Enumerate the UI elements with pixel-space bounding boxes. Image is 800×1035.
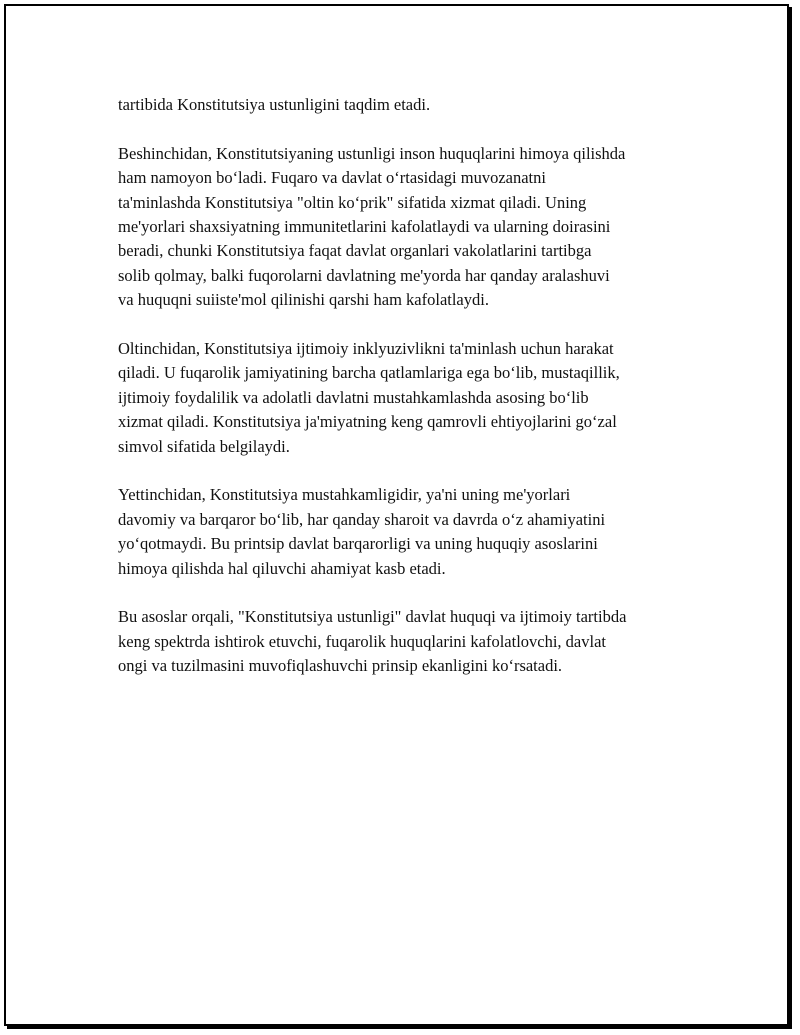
text-line: tartibida Konstitutsiya ustunligini taqdim etadi. [118, 95, 431, 114]
paragraph-fifth [118, 142, 693, 313]
text-line: Bu asoslar orqali, "Konstitutsiya ustunligi" davlat huquqi va ijtimoiy tartibda [118, 607, 627, 627]
text-line: ta'minlashda Konstitutsiya "oltin ko‘prik" sifatida xizmat qiladi. Uning [118, 192, 587, 212]
text-line: solib qolmay, balki fuqorolarni davlatning me'yorda har qanday aralashuvi [118, 265, 610, 285]
text-line: simvol sifatida belgilaydi. [118, 436, 290, 456]
paragraph-conclusion [118, 605, 693, 678]
text-line: himoya qilishda hal qiluvchi ahamiyat kasb etadi. [118, 558, 446, 578]
paragraph-sixth [118, 337, 693, 459]
text-line: va huquqni suiiste'mol qilinishi qarshi ham kafolatlaydi. [118, 290, 489, 310]
text-line: me'yorlari shaxsiyatning immunitetlarini kafolatlaydi va ularning doirasini [118, 217, 611, 237]
text-line: ijtimoiy foydalilik va adolatli davlatni mustahkamlashda asosing bo‘lib [118, 387, 589, 407]
text-line: davomiy va barqaror bo‘lib, har qanday sharoit va davrda o‘z ahamiyatini [118, 509, 606, 529]
text-line: Yettinchidan, Konstitutsiya mustahkamligidir, ya'ni uning me'yorlari [118, 485, 571, 505]
text-line: ongi va tuzilmasini muvofiqlashuvchi prinsip ekanligini ko‘rsatadi. [118, 656, 563, 676]
text-line: yo‘qotmaydi. Bu printsip davlat barqarorligi va uning huquqiy asoslarini [118, 534, 598, 554]
text-line: xizmat qiladi. Konstitutsiya ja'miyatning keng qamrovli ehtiyojlarini go‘zal [118, 412, 617, 432]
document-body [118, 93, 693, 703]
text-line: ham namoyon bo‘ladi. Fuqaro va davlat o‘rtasidagi muvozanatni [118, 168, 546, 188]
text-line: keng spektrda ishtirok etuvchi, fuqarolik huquqlarini kafolatlovchi, davlat [118, 631, 606, 651]
paragraph-continuation [118, 93, 693, 117]
text-line: qiladi. U fuqarolik jamiyatining barcha qatlamlariga ega bo‘lib, mustaqillik, [118, 363, 620, 383]
text-line: Oltinchidan, Konstitutsiya ijtimoiy inklyuzivlikni ta'minlash uchun harakat [118, 339, 614, 359]
paragraph-seventh [118, 483, 693, 581]
text-line: beradi, chunki Konstitutsiya faqat davlat organlari vakolatlarini tartibga [118, 241, 592, 261]
text-line: Beshinchidan, Konstitutsiyaning ustunligi inson huquqlarini himoya qilishda [118, 143, 626, 163]
